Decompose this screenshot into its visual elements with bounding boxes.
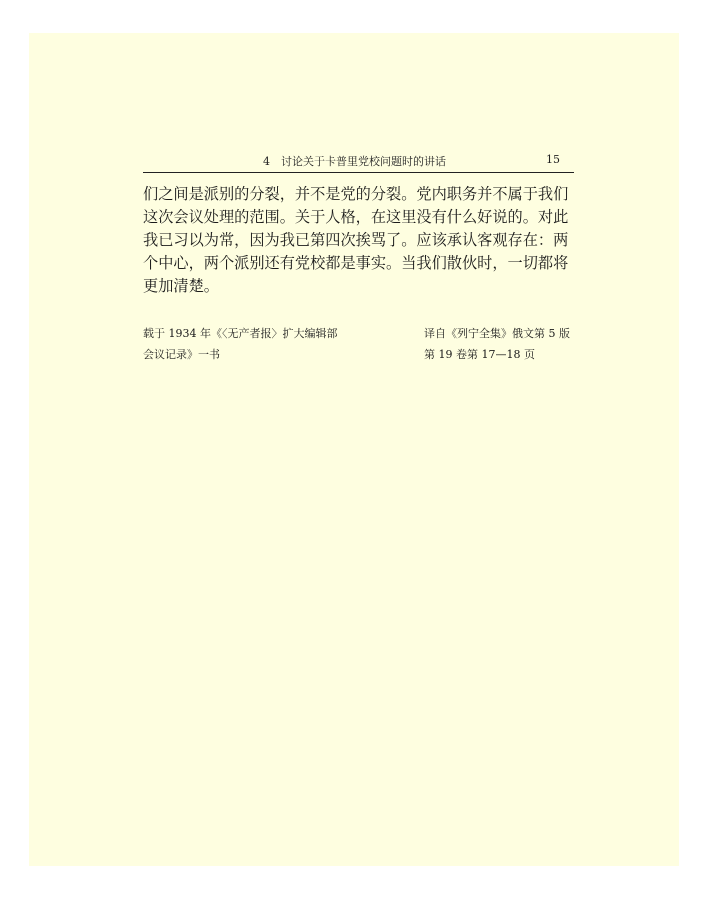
- translation-note-line: 译自《列宁全集》俄文第 5 版: [424, 327, 570, 340]
- body-line: 更加清楚。: [143, 277, 219, 295]
- running-header: [143, 150, 574, 173]
- header-title: 4 讨论关于卡普里党校问题时的讲话: [263, 155, 446, 168]
- source-note-line: 会议记录》一书: [143, 348, 220, 361]
- body-line: 这次会议处理的范围。关于人格，在这里没有什么好说的。对此: [143, 208, 569, 226]
- document-page: [29, 33, 679, 866]
- source-note: [143, 323, 338, 365]
- body-line: 我已习以为常，因为我已第四次挨骂了。应该承认客观存在：两: [143, 231, 569, 249]
- translation-note-line: 第 19 卷第 17—18 页: [424, 348, 535, 361]
- body-paragraph: [143, 183, 583, 298]
- translation-note: [424, 323, 570, 365]
- source-note-line: 载于 1934 年《〈无产者报〉扩大编辑部: [143, 327, 338, 340]
- body-line: 们之间是派别的分裂，并不是党的分裂。党内职务并不属于我们: [143, 185, 569, 203]
- body-line: 个中心，两个派别还有党校都是事实。当我们散伙时，一切都将: [143, 254, 569, 272]
- page-number: 15: [546, 153, 560, 166]
